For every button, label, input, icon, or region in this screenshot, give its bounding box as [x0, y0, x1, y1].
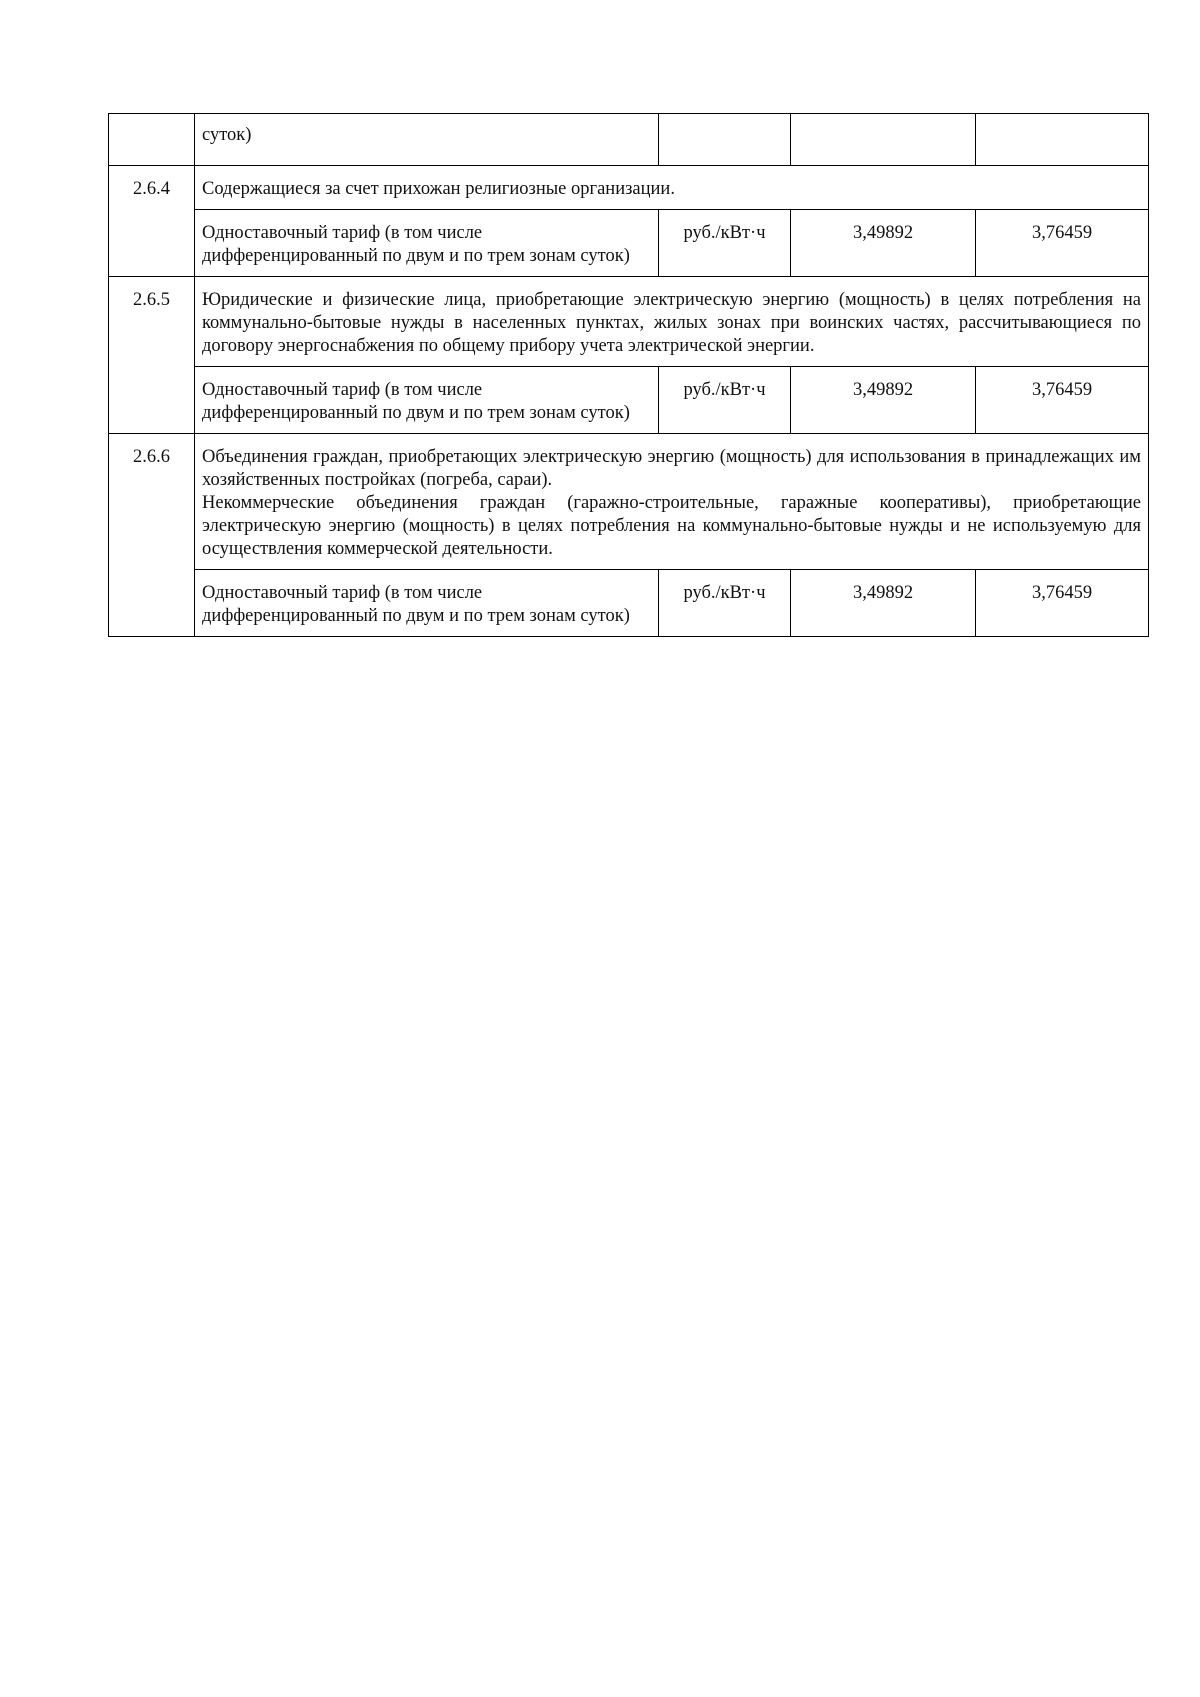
value-2-2-6-5: 3,76459	[976, 367, 1149, 434]
row-number-cell-empty	[109, 114, 195, 166]
tariff-name-2-6-6: Одноставочный тариф (в том числе дифференцированный по двум и по трем зонам суток)	[195, 570, 659, 637]
tariff-table	[108, 113, 1149, 637]
row-number-2-6-6: 2.6.6	[109, 434, 195, 637]
value-2-cell-empty	[976, 114, 1149, 166]
category-paragraph-1-2-6-6: Объединения граждан, приобретающих электрическую энергию (мощность) для использования в принадлежащих им хозяйственных постройках (погреба, сараи).	[202, 447, 1141, 490]
category-paragraph-2-2-6-6: Некоммерческие объединения граждан (гаражно-строительные, гаражные кооперативы), приобретающие электрическую энергию (мощность) в целях потребления на коммунально-бытовые нужды и не используемую для осуществления коммерческой деятельности.	[202, 493, 1141, 559]
table-row-tariff-2-6-6	[109, 570, 1149, 637]
category-description-2-6-6	[195, 434, 1149, 570]
table-row-category-2-6-5	[109, 277, 1149, 367]
unit-2-6-4: руб./кВт·ч	[659, 210, 791, 277]
value-1-cell-empty	[791, 114, 976, 166]
unit-2-6-6: руб./кВт·ч	[659, 570, 791, 637]
table-row-tariff-2-6-5	[109, 367, 1149, 434]
unit-2-6-5: руб./кВт·ч	[659, 367, 791, 434]
value-1-2-6-5: 3,49892	[791, 367, 976, 434]
tariff-name-continuation: суток)	[195, 114, 659, 166]
value-1-2-6-4: 3,49892	[791, 210, 976, 277]
row-number-2-6-5: 2.6.5	[109, 277, 195, 434]
table-row-continuation	[109, 114, 1149, 166]
tariff-name-2-6-5: Одноставочный тариф (в том числе дифференцированный по двум и по трем зонам суток)	[195, 367, 659, 434]
unit-cell-empty	[659, 114, 791, 166]
category-description-2-6-5: Юридические и физические лица, приобретающие электрическую энергию (мощность) в целях потребления на коммунально-бытовые нужды в населенных пунктах, жилых зонах при воинских частях, рассчитывающиеся по договору энергоснабжения по общему прибору учета электрической энергии.	[195, 277, 1149, 367]
value-2-2-6-6: 3,76459	[976, 570, 1149, 637]
value-2-2-6-4: 3,76459	[976, 210, 1149, 277]
row-number-2-6-4: 2.6.4	[109, 166, 195, 277]
tariff-name-2-6-4: Одноставочный тариф (в том числе дифференцированный по двум и по трем зонам суток)	[195, 210, 659, 277]
value-1-2-6-6: 3,49892	[791, 570, 976, 637]
table-row-category-2-6-6	[109, 434, 1149, 570]
table-row-tariff-2-6-4	[109, 210, 1149, 277]
category-description-2-6-4: Содержащиеся за счет прихожан религиозные организации.	[195, 166, 1149, 210]
table-row-category-2-6-4	[109, 166, 1149, 210]
